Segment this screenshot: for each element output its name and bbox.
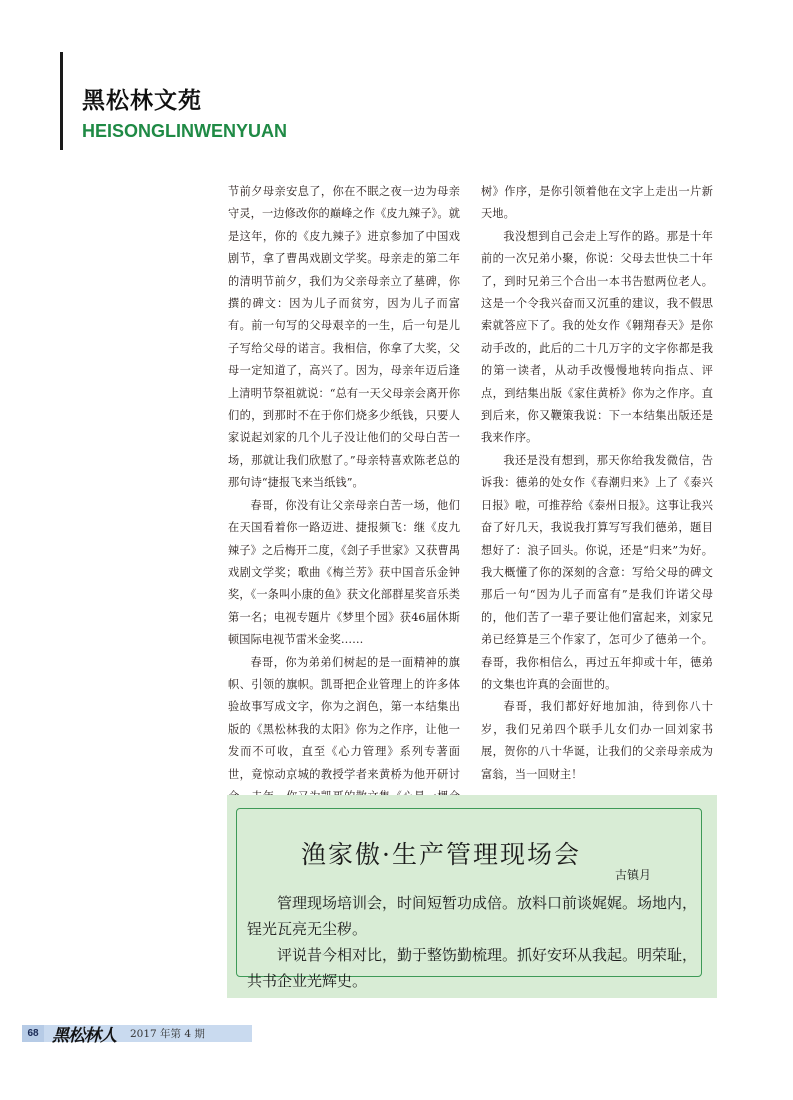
article-paragraph: 树》作序，是你引领着他在文字上走出一片新天地。 — [481, 185, 713, 221]
column-title: 黑松林文苑 — [82, 88, 202, 114]
article-paragraph: 我没想到自己会走上写作的路。那是十年前的一次兄弟小聚，你说：父母去世快二十年了，到时兄弟三个合出一本书告慰两位老人。这是一个令我兴奋而又沉重的建议，我不假思索就答应下了。我的处女作《翱翔春天》是你动手改的，此后的二十几万字的文字你都是我的第一读者，从动手改慢慢地转向指点、评点，到结集出版《家住黄桥》你为之作序。直到后来，你又鞭策我说：下一本结集出版还是我来作序。 — [481, 229, 713, 445]
poem-body — [247, 890, 697, 994]
poem-title: 渔家傲·生产管理现场会 — [301, 840, 581, 869]
poem-author: 古镇月 — [614, 868, 651, 882]
column-pinyin: HEISONGLINWENYUAN — [82, 121, 288, 141]
magazine-logo: 黑松林人 — [52, 1026, 116, 1046]
article-paragraph: 节前夕母亲安息了，你在不眠之夜一边为母亲守灵，一边修改你的巅峰之作《皮九辣子》。就是这年，你的《皮九辣子》进京参加了中国戏剧节，拿了曹禺戏剧文学奖。母亲走的第二年的清明节前夕，我们为父亲母亲立了墓碑，你撰的碑文：因为儿子而贫穷，因为儿子而富有。前一句写的父母艰辛的一生，后一句是儿子写给父母的诺言。我相信，你拿了大奖，父母一定知道了，高兴了。因为，母亲年迈后逢上清明节祭祖就说：“总有一天父母亲会离开你们的，到那时不在于你们烧多少纸钱，只要人家说起刘家的几个儿子没让他们的父母白苦一场，那就让我们欣慰了。”母亲特喜欢陈老总的那句诗“捷报飞来当纸钱”。 — [228, 185, 460, 490]
article-right-column — [481, 181, 713, 786]
article-paragraph: 春哥，我们都好好地加油，待到你八十岁，我们兄弟四个联手儿女们办一回刘家书展，贺你的八十华诞，让我们的父亲母亲成为富翁，当一回财主！ — [481, 700, 713, 781]
article-paragraph: 春哥，你为弟弟们树起的是一面精神的旗帜、引领的旗帜。凯哥把企业管理上的许多体验故事写成文字，你为之润色，第一本结集出版的《黑松林我的太阳》你为之作序，让他一发而不可收，直至《心力管理》系列专著面世，竟惊动京城的教授学者来黄桥为他开研讨 — [228, 655, 460, 781]
page-footer — [22, 1025, 205, 1046]
poem-box — [227, 795, 717, 998]
poem-frame — [236, 808, 702, 990]
article-paragraph: 春哥，你没有让父亲母亲白苦一场，他们在天国看着你一路迈进、捷报频飞：继《皮九辣子》之后梅开二度，《刽子手世家》又获曹禺戏剧文学奖；歌曲《梅兰芳》获中国音乐金钟奖，《一条叫小康的鱼》获文化部群星奖音乐类第一名；电视专题片《梦里个园》获46届休斯顿国际电视节雷米金奖…… — [228, 498, 460, 647]
header-accent-bar — [60, 52, 63, 150]
poem-stanza: 评说昔今相对比，勤于整饬勤梳理。抓好安环从我起。明荣耻，共书企业光辉史。 — [247, 946, 698, 990]
article-left-column — [228, 181, 460, 831]
article-paragraph: 我还是没有想到，那天你给我发微信，告诉我：德弟的处女作《春潮归来》上了《泰兴日报》啦，可推荐给《泰州日报》。这事让我兴奋了好几天，我说我打算写写我们德弟，题目想好了：浪子回头。你说，还是“归来”为好。我大概懂了你的深刻的含意：写给父母的碑文那后一句“因为儿子而富有”是我们许诺父母的，他们苦了一辈子要让他们富起来，刘家兄弟已经算是三个作家了，怎可少了德弟一个。春哥，我你相信么，再过五年抑或十年，德弟的文集也许真的会面世的。 — [481, 453, 713, 691]
page-number: 68 — [22, 1025, 44, 1042]
issue-info: 2017 年第 4 期 — [130, 1028, 205, 1040]
poem-stanza: 管理现场培训会，时间短暂功成倍。放料口前谈娓娓。场地内，锃光瓦亮无尘秽。 — [247, 894, 698, 938]
